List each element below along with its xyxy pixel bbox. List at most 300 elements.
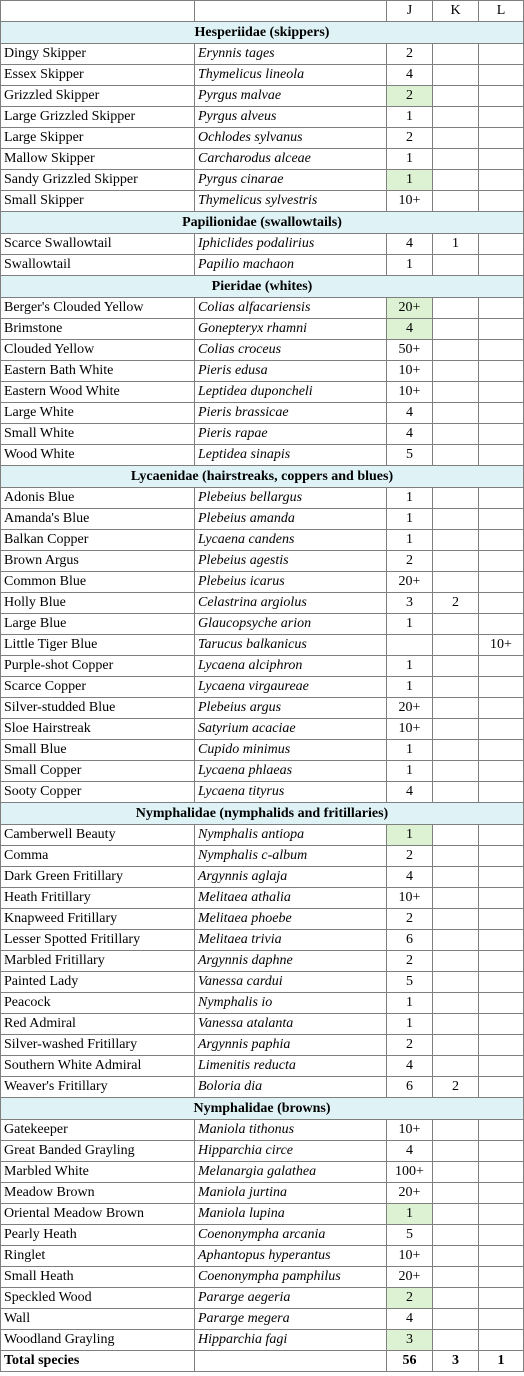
scientific-name-cell: Lycaena phlaeas	[195, 761, 387, 782]
common-name-cell: Small Blue	[1, 740, 195, 761]
common-name-cell: Ringlet	[1, 1246, 195, 1267]
table-row	[1, 509, 524, 530]
count-k-cell	[433, 635, 479, 656]
table-row	[1, 424, 524, 445]
count-j-cell: 2	[387, 1035, 433, 1056]
common-name-cell: Great Banded Grayling	[1, 1141, 195, 1162]
table-row	[1, 1225, 524, 1246]
count-k-cell: 1	[433, 234, 479, 255]
count-j-cell: 4	[387, 65, 433, 86]
common-name-cell: Little Tiger Blue	[1, 635, 195, 656]
table-row	[1, 972, 524, 993]
count-l-cell	[479, 44, 524, 65]
table-row	[1, 761, 524, 782]
count-l-cell	[479, 740, 524, 761]
count-k-cell	[433, 319, 479, 340]
count-l-cell	[479, 761, 524, 782]
scientific-name-cell: Coenonympha pamphilus	[195, 1267, 387, 1288]
scientific-name-cell: Pyrgus malvae	[195, 86, 387, 107]
section-header-row	[1, 803, 524, 825]
scientific-name-cell: Thymelicus lineola	[195, 65, 387, 86]
count-l-cell	[479, 128, 524, 149]
count-k-cell	[433, 255, 479, 276]
table-row	[1, 170, 524, 191]
scientific-name-cell: Pieris brassicae	[195, 403, 387, 424]
section-header-row	[1, 212, 524, 234]
count-j-cell: 10+	[387, 382, 433, 403]
common-name-cell: Silver-washed Fritillary	[1, 1035, 195, 1056]
count-k-cell	[433, 424, 479, 445]
count-l-cell	[479, 551, 524, 572]
table-row	[1, 445, 524, 466]
section-title: Lycaenidae (hairstreaks, coppers and blues)	[1, 466, 524, 488]
count-l-cell	[479, 170, 524, 191]
count-j-cell: 3	[387, 593, 433, 614]
total-k-cell: 3	[433, 1351, 479, 1372]
section-title: Papilionidae (swallowtails)	[1, 212, 524, 234]
common-name-cell: Small White	[1, 424, 195, 445]
scientific-name-cell: Pyrgus alveus	[195, 107, 387, 128]
scientific-name-cell: Aphantopus hyperantus	[195, 1246, 387, 1267]
count-l-cell	[479, 1120, 524, 1141]
scientific-name-cell: Ochlodes sylvanus	[195, 128, 387, 149]
count-j-cell: 10+	[387, 361, 433, 382]
table-row	[1, 593, 524, 614]
table-row	[1, 1246, 524, 1267]
header-cell-common	[1, 1, 195, 22]
count-k-cell	[433, 298, 479, 319]
table-row	[1, 930, 524, 951]
scientific-name-cell: Maniola jurtina	[195, 1183, 387, 1204]
count-j-cell: 1	[387, 170, 433, 191]
scientific-name-cell: Tarucus balkanicus	[195, 635, 387, 656]
count-l-cell	[479, 191, 524, 212]
count-k-cell	[433, 1309, 479, 1330]
scientific-name-cell: Hipparchia fagi	[195, 1330, 387, 1351]
count-k-cell	[433, 572, 479, 593]
scientific-name-cell: Celastrina argiolus	[195, 593, 387, 614]
common-name-cell: Lesser Spotted Fritillary	[1, 930, 195, 951]
total-label: Total species	[1, 1351, 195, 1372]
table-row	[1, 1162, 524, 1183]
count-l-cell	[479, 445, 524, 466]
count-j-cell: 1	[387, 614, 433, 635]
count-l-cell	[479, 424, 524, 445]
count-j-cell: 1	[387, 677, 433, 698]
count-k-cell	[433, 149, 479, 170]
table-row	[1, 909, 524, 930]
common-name-cell: Purple-shot Copper	[1, 656, 195, 677]
count-l-cell	[479, 930, 524, 951]
scientific-name-cell: Cupido minimus	[195, 740, 387, 761]
scientific-name-cell: Melitaea athalia	[195, 888, 387, 909]
scientific-name-cell: Melitaea phoebe	[195, 909, 387, 930]
count-j-cell: 4	[387, 319, 433, 340]
common-name-cell: Heath Fritillary	[1, 888, 195, 909]
count-j-cell: 100+	[387, 1162, 433, 1183]
count-j-cell: 2	[387, 846, 433, 867]
count-l-cell	[479, 107, 524, 128]
count-l-cell	[479, 1246, 524, 1267]
common-name-cell: Pearly Heath	[1, 1225, 195, 1246]
count-k-cell	[433, 1288, 479, 1309]
count-j-cell: 10+	[387, 191, 433, 212]
count-k-cell	[433, 951, 479, 972]
table-row	[1, 1077, 524, 1098]
table-row	[1, 825, 524, 846]
count-k-cell	[433, 403, 479, 424]
count-j-cell: 4	[387, 234, 433, 255]
total-j-cell: 56	[387, 1351, 433, 1372]
count-l-cell	[479, 825, 524, 846]
scientific-name-cell: Limenitis reducta	[195, 1056, 387, 1077]
count-j-cell: 1	[387, 1014, 433, 1035]
count-k-cell	[433, 86, 479, 107]
total-blank	[195, 1351, 387, 1372]
count-l-cell	[479, 361, 524, 382]
section-header-row	[1, 276, 524, 298]
table-row	[1, 1183, 524, 1204]
table-row	[1, 698, 524, 719]
scientific-name-cell: Plebeius bellargus	[195, 488, 387, 509]
common-name-cell: Wall	[1, 1309, 195, 1330]
count-j-cell: 20+	[387, 572, 433, 593]
scientific-name-cell: Plebeius amanda	[195, 509, 387, 530]
count-j-cell: 4	[387, 403, 433, 424]
common-name-cell: Scarce Copper	[1, 677, 195, 698]
count-k-cell	[433, 1141, 479, 1162]
table-row	[1, 677, 524, 698]
scientific-name-cell: Papilio machaon	[195, 255, 387, 276]
count-k-cell	[433, 825, 479, 846]
table-row	[1, 234, 524, 255]
count-l-cell: 10+	[479, 635, 524, 656]
count-l-cell	[479, 782, 524, 803]
count-l-cell	[479, 909, 524, 930]
common-name-cell: Small Skipper	[1, 191, 195, 212]
common-name-cell: Essex Skipper	[1, 65, 195, 86]
section-header-row	[1, 466, 524, 488]
scientific-name-cell: Melanargia galathea	[195, 1162, 387, 1183]
common-name-cell: Sandy Grizzled Skipper	[1, 170, 195, 191]
scientific-name-cell: Pararge aegeria	[195, 1288, 387, 1309]
common-name-cell: Meadow Brown	[1, 1183, 195, 1204]
count-k-cell	[433, 488, 479, 509]
common-name-cell: Red Admiral	[1, 1014, 195, 1035]
count-j-cell: 1	[387, 488, 433, 509]
count-k-cell	[433, 107, 479, 128]
count-l-cell	[479, 149, 524, 170]
count-l-cell	[479, 382, 524, 403]
scientific-name-cell: Thymelicus sylvestris	[195, 191, 387, 212]
count-k-cell	[433, 551, 479, 572]
count-k-cell	[433, 698, 479, 719]
count-j-cell: 50+	[387, 340, 433, 361]
common-name-cell: Silver-studded Blue	[1, 698, 195, 719]
count-k-cell	[433, 65, 479, 86]
count-j-cell: 1	[387, 993, 433, 1014]
scientific-name-cell: Lycaena candens	[195, 530, 387, 551]
count-k-cell: 2	[433, 593, 479, 614]
count-k-cell	[433, 509, 479, 530]
count-l-cell	[479, 530, 524, 551]
total-row	[1, 1351, 524, 1372]
section-title: Nymphalidae (browns)	[1, 1098, 524, 1120]
count-j-cell: 1	[387, 509, 433, 530]
count-j-cell: 6	[387, 1077, 433, 1098]
common-name-cell: Small Copper	[1, 761, 195, 782]
common-name-cell: Marbled White	[1, 1162, 195, 1183]
scientific-name-cell: Erynnis tages	[195, 44, 387, 65]
count-l-cell	[479, 972, 524, 993]
common-name-cell: Holly Blue	[1, 593, 195, 614]
scientific-name-cell: Melitaea trivia	[195, 930, 387, 951]
scientific-name-cell: Leptidea sinapis	[195, 445, 387, 466]
common-name-cell: Large Grizzled Skipper	[1, 107, 195, 128]
count-k-cell	[433, 382, 479, 403]
scientific-name-cell: Vanessa atalanta	[195, 1014, 387, 1035]
scientific-name-cell: Nymphalis io	[195, 993, 387, 1014]
common-name-cell: Dark Green Fritillary	[1, 867, 195, 888]
count-j-cell: 1	[387, 149, 433, 170]
count-l-cell	[479, 1267, 524, 1288]
count-k-cell	[433, 1014, 479, 1035]
count-j-cell	[387, 635, 433, 656]
scientific-name-cell: Argynnis paphia	[195, 1035, 387, 1056]
count-j-cell: 5	[387, 445, 433, 466]
count-j-cell: 3	[387, 1330, 433, 1351]
common-name-cell: Dingy Skipper	[1, 44, 195, 65]
count-j-cell: 5	[387, 1225, 433, 1246]
count-l-cell	[479, 572, 524, 593]
count-k-cell	[433, 1120, 479, 1141]
table-row	[1, 551, 524, 572]
common-name-cell: Eastern Wood White	[1, 382, 195, 403]
count-j-cell: 20+	[387, 698, 433, 719]
count-j-cell: 4	[387, 424, 433, 445]
table-row	[1, 488, 524, 509]
common-name-cell: Scarce Swallowtail	[1, 234, 195, 255]
count-j-cell: 2	[387, 551, 433, 572]
header-row	[1, 1, 524, 22]
header-cell-j: J	[387, 1, 433, 22]
common-name-cell: Weaver's Fritillary	[1, 1077, 195, 1098]
table-row	[1, 1056, 524, 1077]
count-l-cell	[479, 488, 524, 509]
scientific-name-cell: Pyrgus cinarae	[195, 170, 387, 191]
count-l-cell	[479, 698, 524, 719]
count-l-cell	[479, 867, 524, 888]
common-name-cell: Marbled Fritillary	[1, 951, 195, 972]
total-l-cell: 1	[479, 1351, 524, 1372]
table-row	[1, 128, 524, 149]
header-cell-scientific	[195, 1, 387, 22]
count-l-cell	[479, 65, 524, 86]
common-name-cell: Mallow Skipper	[1, 149, 195, 170]
table-row	[1, 382, 524, 403]
count-j-cell: 2	[387, 44, 433, 65]
common-name-cell: Adonis Blue	[1, 488, 195, 509]
count-k-cell	[433, 1162, 479, 1183]
count-j-cell: 4	[387, 1141, 433, 1162]
common-name-cell: Knapweed Fritillary	[1, 909, 195, 930]
count-k-cell: 2	[433, 1077, 479, 1098]
table-row	[1, 1035, 524, 1056]
count-j-cell: 1	[387, 107, 433, 128]
count-l-cell	[479, 888, 524, 909]
scientific-name-cell: Carcharodus alceae	[195, 149, 387, 170]
common-name-cell: Wood White	[1, 445, 195, 466]
common-name-cell: Clouded Yellow	[1, 340, 195, 361]
count-j-cell: 2	[387, 951, 433, 972]
table-row	[1, 951, 524, 972]
common-name-cell: Common Blue	[1, 572, 195, 593]
table-row	[1, 530, 524, 551]
common-name-cell: Sloe Hairstreak	[1, 719, 195, 740]
scientific-name-cell: Gonepteryx rhamni	[195, 319, 387, 340]
table-row	[1, 1141, 524, 1162]
table-row	[1, 191, 524, 212]
count-l-cell	[479, 993, 524, 1014]
count-j-cell: 1	[387, 1204, 433, 1225]
count-l-cell	[479, 1014, 524, 1035]
count-k-cell	[433, 445, 479, 466]
table-row	[1, 782, 524, 803]
count-k-cell	[433, 1267, 479, 1288]
count-j-cell: 2	[387, 909, 433, 930]
common-name-cell: Amanda's Blue	[1, 509, 195, 530]
count-l-cell	[479, 1225, 524, 1246]
count-l-cell	[479, 846, 524, 867]
count-k-cell	[433, 1246, 479, 1267]
count-l-cell	[479, 656, 524, 677]
count-l-cell	[479, 951, 524, 972]
table-row	[1, 1330, 524, 1351]
common-name-cell: Peacock	[1, 993, 195, 1014]
count-l-cell	[479, 234, 524, 255]
section-header-row	[1, 1098, 524, 1120]
scientific-name-cell: Maniola tithonus	[195, 1120, 387, 1141]
count-j-cell: 1	[387, 761, 433, 782]
count-k-cell	[433, 614, 479, 635]
count-l-cell	[479, 1183, 524, 1204]
scientific-name-cell: Plebeius icarus	[195, 572, 387, 593]
count-k-cell	[433, 972, 479, 993]
common-name-cell: Large White	[1, 403, 195, 424]
count-k-cell	[433, 1056, 479, 1077]
count-l-cell	[479, 1288, 524, 1309]
scientific-name-cell: Glaucopsyche arion	[195, 614, 387, 635]
count-l-cell	[479, 1330, 524, 1351]
scientific-name-cell: Argynnis aglaja	[195, 867, 387, 888]
count-k-cell	[433, 761, 479, 782]
count-k-cell	[433, 909, 479, 930]
count-l-cell	[479, 1035, 524, 1056]
table-row	[1, 1014, 524, 1035]
scientific-name-cell: Plebeius argus	[195, 698, 387, 719]
count-l-cell	[479, 1077, 524, 1098]
scientific-name-cell: Plebeius agestis	[195, 551, 387, 572]
count-k-cell	[433, 530, 479, 551]
count-l-cell	[479, 1309, 524, 1330]
table-row	[1, 65, 524, 86]
header-cell-l: L	[479, 1, 524, 22]
common-name-cell: Swallowtail	[1, 255, 195, 276]
count-j-cell: 1	[387, 740, 433, 761]
count-j-cell: 1	[387, 255, 433, 276]
common-name-cell: Sooty Copper	[1, 782, 195, 803]
count-j-cell: 20+	[387, 1183, 433, 1204]
count-j-cell: 4	[387, 1056, 433, 1077]
table-row	[1, 993, 524, 1014]
scientific-name-cell: Boloria dia	[195, 1077, 387, 1098]
count-j-cell: 20+	[387, 1267, 433, 1288]
common-name-cell: Eastern Bath White	[1, 361, 195, 382]
table-row	[1, 740, 524, 761]
table-row	[1, 298, 524, 319]
table-row	[1, 255, 524, 276]
count-j-cell: 20+	[387, 298, 433, 319]
table-row	[1, 1309, 524, 1330]
common-name-cell: Brown Argus	[1, 551, 195, 572]
count-j-cell: 2	[387, 1288, 433, 1309]
count-l-cell	[479, 340, 524, 361]
scientific-name-cell: Lycaena alciphron	[195, 656, 387, 677]
common-name-cell: Comma	[1, 846, 195, 867]
header-cell-k: K	[433, 1, 479, 22]
section-title: Hesperiidae (skippers)	[1, 22, 524, 44]
table-row	[1, 656, 524, 677]
common-name-cell: Small Heath	[1, 1267, 195, 1288]
table-row	[1, 867, 524, 888]
count-k-cell	[433, 930, 479, 951]
count-j-cell: 10+	[387, 888, 433, 909]
common-name-cell: Speckled Wood	[1, 1288, 195, 1309]
common-name-cell: Large Blue	[1, 614, 195, 635]
common-name-cell: Camberwell Beauty	[1, 825, 195, 846]
scientific-name-cell: Satyrium acaciae	[195, 719, 387, 740]
count-l-cell	[479, 298, 524, 319]
count-l-cell	[479, 593, 524, 614]
count-j-cell: 10+	[387, 1246, 433, 1267]
scientific-name-cell: Maniola lupina	[195, 1204, 387, 1225]
count-j-cell: 2	[387, 86, 433, 107]
count-k-cell	[433, 1204, 479, 1225]
table-row	[1, 1120, 524, 1141]
count-k-cell	[433, 846, 479, 867]
table-row	[1, 403, 524, 424]
common-name-cell: Gatekeeper	[1, 1120, 195, 1141]
table-row	[1, 44, 524, 65]
scientific-name-cell: Colias croceus	[195, 340, 387, 361]
scientific-name-cell: Pararge megera	[195, 1309, 387, 1330]
section-header-row	[1, 22, 524, 44]
table-row	[1, 86, 524, 107]
scientific-name-cell: Lycaena virgaureae	[195, 677, 387, 698]
count-k-cell	[433, 170, 479, 191]
table-row	[1, 888, 524, 909]
count-l-cell	[479, 403, 524, 424]
table-row	[1, 107, 524, 128]
count-l-cell	[479, 1141, 524, 1162]
scientific-name-cell: Argynnis daphne	[195, 951, 387, 972]
table-row	[1, 719, 524, 740]
scientific-name-cell: Pieris edusa	[195, 361, 387, 382]
count-k-cell	[433, 1183, 479, 1204]
count-j-cell: 4	[387, 1309, 433, 1330]
count-k-cell	[433, 1330, 479, 1351]
scientific-name-cell: Pieris rapae	[195, 424, 387, 445]
